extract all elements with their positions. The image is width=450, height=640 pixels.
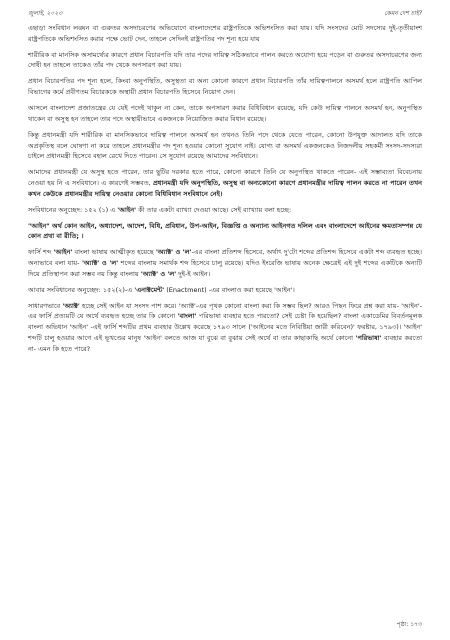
- text-run: ব্যবহার করতো না- এমন কি হতে পারে?: [28, 333, 422, 353]
- text-run: বাংলা ভাষায় আত্মীকৃত হয়েছে: [72, 248, 156, 257]
- bold-text: "আইন" অর্থ কোন আইন, অধ্যাদেশ, আদেশ, বিধি, প্রবিধান, উপ-আইন, বিজ্ঞপ্তি ও অন্যান্য আইনগত দলিল এবং বাংলাদেশে আইনের ক্ষমতাসম্পন্ন যে কোন প্রথা বা রীতি; ।: [28, 221, 422, 241]
- bold-text: 'পরিভাষা': [355, 333, 382, 342]
- header-date: জুলাই, ২০২৩: [28, 10, 63, 17]
- paragraph: [28, 205, 422, 216]
- bold-text: 'অ্যাক্ট': [62, 301, 80, 310]
- bold-text: 'বাংলা': [177, 312, 197, 321]
- text-run: পরিভাষা ব্যবহার হতে পারতো? সেই চেষ্টা কি হয়েছিল? বাংলা একাডেমির বিবর্তনমূলক বাংলা অভিধান 'আইন' -এই ফার্সি শব্দটির প্রথম ব্যবহার উল্লেখ করেছে ১৭৯৩ সালে ('আইনের মতে নিবিষ্টিয়া জারী করিবেন)' ফরষ্টার, ১৭৯৩)। 'আইন' শব্দটি চালু হওয়ার আগে এই ভূখণ্ডের মানুষ 'আইন' বলতে আজ যা বুঝে বা বুঝায় সেই অর্থে বা তার কাছাকাছি অর্থে কোনো: [28, 312, 422, 342]
- paragraph: [28, 167, 422, 199]
- paragraph: [28, 285, 422, 296]
- bold-text: 'আইন': [53, 248, 73, 257]
- paragraph: [28, 221, 422, 242]
- body-text: [28, 23, 422, 360]
- paragraph: [28, 247, 422, 279]
- paragraph: [28, 103, 422, 124]
- paragraph: [28, 50, 422, 71]
- bold-text: 'আইন': [117, 205, 137, 214]
- text-run: প্রধান বিচারপতির পদ শূন্য হলে, কিংবা অনুপস্থিতি, অসুস্থতা বা অন্য কোনো কারণে প্রধান বিচারপতি তাঁর দায়িত্বপালনে অসমর্থ হলে রাষ্ট্রপতি আপিল বিভাগের কর্মে প্রবীণতম বিচারককে অস্থায়ী প্রধান বিচারপতি হিসেবে নিয়োগ দেন।: [28, 77, 422, 97]
- text-run: শারীরিক বা মানসিক অসামর্থ্যের কারণে প্রধান বিচারপতি যদি তার পদের দায়িত্ব সঠিকভাবে পালন করতে অযোগ্য হয়ে পড়েন বা গুরুতর অসদাচরণের জন্য দোষী হন তাহলে তাকেও তাঁর পদ থেকে অপসারণ করা যায়।: [28, 50, 422, 70]
- text-run: কিন্তু প্রধানমন্ত্রী যদি শারীরিক বা মানসিকভাবে দায়িত্ব পালনে অসমর্থ হন তখনও তিনি পদে থেকে যেতে পারেন, কোনো উপযুক্ত আদালত যদি তাকে অপ্রকৃতিস্থ বলে ঘোষণা না করে তাহলে প্রধানমন্ত্রীর পদ শূন্য হওয়ার কোনো সুযোগ নাই। যোগ্য বা অসমর্থ একজনকেও নিজদলীয় সহকর্মী সংসদ-সদস্যরা চাইলে প্রধানমন্ত্রী হিসেবে বহাল রেখে দিতে পারেন। সে সুযোগ রয়েছে আমাদের সংবিধানে।: [28, 130, 422, 161]
- paragraph: [28, 23, 422, 44]
- paragraph: [28, 301, 422, 355]
- bold-text: 'অ্যাক্ট' ও 'ল': [81, 259, 119, 268]
- text-run: সাধারণভাবে: [28, 301, 63, 310]
- text-run: কী তার একটা ব্যাখ্যা দেওয়া আছে। সেই ব্যাখ্যায় বলা হচ্ছে:: [136, 205, 292, 214]
- text-run: ফার্সি শব্দ: [28, 248, 54, 257]
- bold-text: 'এনাক্টমেন্ট': [134, 285, 165, 294]
- text-run: আবার সংবিধানের অনুচ্ছেদ: ১৫২(২)-এ: [28, 285, 135, 294]
- text-run: আমাদের প্রধানমন্ত্রী যে অসুস্থ হতে পারেন, তার ছুটির দরকার হতে পারে, কোনো কারণে তিনি যে অনুপস্থিত থাকতে পারেন- এই সম্ভাব্যতা বিবেচনায় নেওয়া হয় নি এ সংবিধানে। এ কারণেই সম্ভবত,: [28, 168, 422, 187]
- bold-text: 'অ্যাক্ট' ও 'ল': [140, 269, 177, 278]
- paragraph: [28, 76, 422, 97]
- running-header: [28, 8, 422, 19]
- text-run: দুই-ই আইন।: [176, 269, 211, 278]
- page-number: পৃষ্ঠা: ১৭৩: [396, 621, 422, 628]
- text-run: (Enactment) -এর বাংলাও করা হয়েছে 'আইন'।: [164, 285, 295, 294]
- paragraph: [28, 130, 422, 162]
- text-run: সংবিধানের অনুচ্ছেদ: ১৫২ (১) এ: [28, 205, 118, 214]
- text-run: শব্দের বাংলায় সমার্থক শব্দ হিসেবে চালু রয়েছে। যদিও ইংরেজি ভাষায় অনেক ক্ষেত্রেই এই দুই শব্দের একটিকে অন্যটি দিয়ে প্রতিস্থাপন করা সম্ভব নয় কিন্তু বাংলায়: [28, 259, 423, 278]
- text-run: -এর বাংলা প্রতিশব্দ হিসেবে, অর্থাৎ দু'টো শব্দের প্রতিশব্দ হিসেবে একটা শব্দ ব্যবহৃত হচ্ছে। অন্যভাবে বলা যায়-: [28, 248, 422, 268]
- bold-text: প্রধানমন্ত্রী যদি অনুপস্থিতি, অসুস্থ বা অন্যকোনো কারণে প্রধানমন্ত্রীর দায়িত্ব পালন করতে না পারেন তখন কখন কেউকে প্রধানমন্ত্রীর দায়িত্ব নেওয়ার কোনো বিধিবিধান সংবিধানে নেই।: [28, 178, 422, 198]
- bold-text: 'অ্যাক্ট' ও 'ল': [155, 248, 192, 257]
- text-run: আসলে বাংলাদেশ প্রজাতন্ত্রের যে যেই পদেই থাকুন না কেন, তাকে অপসারণ করার বিধিবিধান রয়েছে, যদি কেউ দায়িত্ব পালনে অসমর্থ হন, অনুপস্থিত থাকেন বা অসুস্থ হন তাহলে তার পদে অস্থায়ীভাবে একজনকে নিয়োজিত করার বিধান রয়েছে।: [28, 104, 422, 123]
- text-run: এছাড়া সংবিধান লঙ্ঘন বা গুরুতর অসদাচরণের অভিযোগে বাংলাদেশের রাষ্ট্রপতিকে অভিশংসিত করা যায়। যদি সংসদের মোট সদস্যের দুই-তৃতীয়াংশ রাষ্ট্রপতিকে অভিশংসিত করার পক্ষে ভোট দেন, তাহলে সেদিনই রাষ্ট্রপতির পদ শূন্য হয়ে যায়: [28, 24, 422, 43]
- header-book-title: কেমন দেশ চাই?: [384, 10, 422, 17]
- text-run: হচ্ছে সেই আইন যা সংসদ পাশ করে। 'অ্যাক্ট'-এর পৃথক কোনো বাংলা করা কি সম্ভব ছিল? আরও পিছন ফিরে প্রশ্ন করা যায়- 'আইন'-এর ফার্সি প্রত্যয়টি যে অর্থে ব্যবহৃত হচ্ছে তার কি কোনো: [28, 301, 422, 321]
